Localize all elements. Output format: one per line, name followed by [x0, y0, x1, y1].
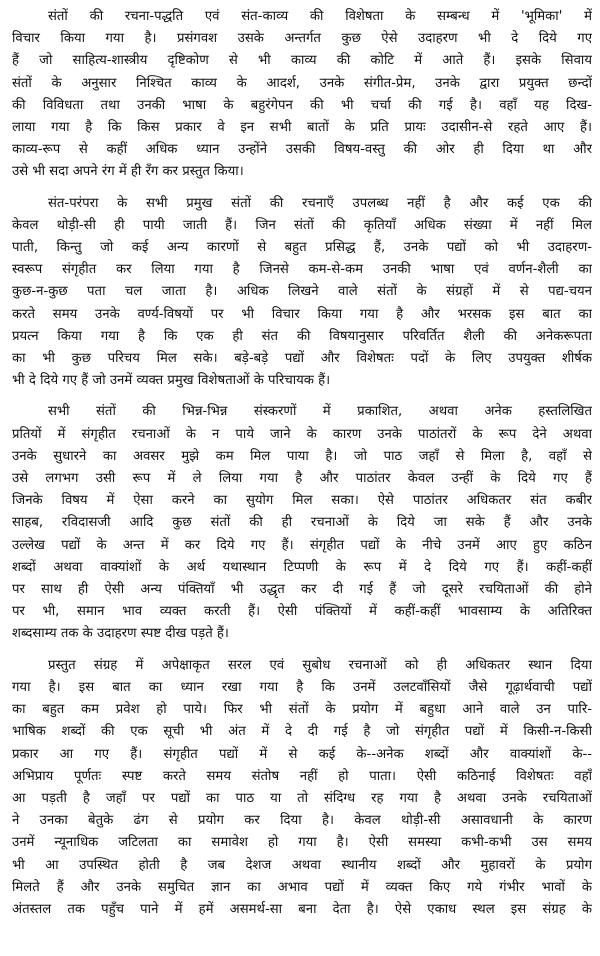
text-line: स्वरूप संगृहीत कर लिया गया है जिनसे कम-से-कम उनकी भाषा एवं वर्णन-शैली का: [12, 262, 592, 278]
text-line: भाषिक शब्दों की एक सूची भी अंत में दे दी गई है जो संगृहीत पद्यों में किसी-न-किसी: [12, 724, 592, 740]
text-line: प्रस्तुत संग्रह में अपेक्षाकृत सरल एवं सुबोध रचनाओं को ही अधिकतर स्थान दिया: [48, 657, 592, 673]
text-line: पर भी, समान भाव व्यक्त करती हैं। ऐसी पंक्तियों में कहीं-कहीं भावसाम्य के अतिरिक्त: [12, 604, 592, 620]
text-line: का भी कुछ परिचय मिल सके। बड़े-बड़े पद्यों और विशेषतः पदों के लिए उपयुक्त शीर्षक: [12, 351, 592, 367]
text-line: संतों के अनुसार निश्चित काव्य के आदर्श, उनके संगीत-प्रेम, उनके द्वारा प्रयुक्त छन्दों: [12, 75, 592, 91]
text-line: प्रतियों में संगृहीत रचनाओं के न पाये जाने के कारण उनके पाठांतरों के रूप देने अथवा: [12, 426, 592, 442]
text-line: प्रकार आ गए हैं। संगृहीत पद्यों में से कई के--अनेक शब्दों और वाक्यांशों के--: [12, 746, 592, 762]
text-line: भी दे दिये गए हैं जो उनमें व्यक्त प्रमुख विशेषताओं के परिचायक हैं।: [12, 373, 331, 389]
text-line: उनके सुधारने का अवसर मुझे कम मिल पाया है। जो पाठ जहाँ से मिला है, वहाँ से: [12, 448, 592, 464]
text-line: आ पड़ती है जहाँ पर पद्यों का पाठ या तो संदिग्ध रह गया है अथवा उनके रचयिताओं: [12, 790, 592, 806]
text-line: प्रयत्न किया गया है कि एक ही संत की विषयानुसार परिवर्तित शैली की अनेकरूपता: [12, 328, 592, 344]
paragraph-2: [12, 193, 592, 393]
text-line: शब्दों अथवा वाक्यांशों के अर्थ यथास्थान टिप्पणी के रूप में दे दिये गए हैं। कहीं-कहीं: [12, 559, 592, 575]
text-line: कुछ-न-कुछ पता चल जाता है। अधिक लिखने वाले संतों के संग्रहों में से पद्य-चयन: [12, 284, 592, 300]
text-line: संत-परंपरा के सभी प्रमुख संतों की रचनाएँ उपलब्ध नहीं है और कई एक की: [48, 195, 592, 211]
text-line: हैं जो साहित्य-शास्त्रीय दृष्टिकोण से भी काव्य की कोटि में आते हैं। इसके सिवाय: [12, 53, 592, 69]
text-line: सभी संतों की भिन्न-भिन्न संस्करणों में प्रकाशित, अथवा अनेक हस्तलिखित: [48, 404, 592, 420]
text-line: पाती, किन्तु जो कई अन्य कारणों से बहुत प्रसिद्ध हैं, उनके पद्यों को भी उदाहरण-: [12, 240, 592, 256]
text-line: केवल थोड़ी-सी ही पायी जाती हैं। जिन संतों की कृतियाँ अधिक संख्या में नहीं मिल: [12, 217, 592, 233]
text-line: उल्लेख पद्यों के अन्त में कर दिये गए हैं। संगृहीत पद्यों के नीचे उनमें आए हुए कठिन: [12, 537, 592, 553]
text-line: उनमें न्यूनाधिक जटिलता का समावेश हो गया है। ऐसी समस्या कभी-कभी उस समय: [12, 835, 592, 851]
text-line: की विविधता तथा उनकी भाषा के बहुरंगेपन की भी चर्चा की गई है। वहाँ यह दिख-: [12, 97, 592, 113]
text-line: मिलते हैं और उनके समुचित ज्ञान का अभाव पद्यों में व्यक्त किए गये गंभीर भावों के: [12, 879, 592, 895]
text-line: लाया गया है कि किस प्रकार वे इन सभी बातों के प्रति प्रायः उदासीन-से रहते आए हैं।: [12, 120, 592, 136]
text-line: भी आ उपस्थित होती है जब देशज अथवा स्थानीय शब्दों और मुहावरों के प्रयोग: [12, 857, 592, 873]
text-line: गया है। इस बात का ध्यान रखा गया है कि उनमें उलटवाँसियों जैसे गूढ़ार्थवाची पद्यों: [12, 679, 592, 695]
text-line: विचार किया गया है। प्रसंगवश उसके अन्तर्गत कुछ ऐसे उदाहरण भी दे दिये गए: [12, 31, 592, 47]
paragraph-4: [12, 655, 592, 921]
text-line: काव्य-रूप से कहीं अधिक ध्यान उन्होंने उसकी विषय-वस्तु की ओर ही दिया था और: [12, 142, 592, 158]
text-line: पर साथ ही ऐसी अन्य पंक्तियाँ भी उद्धृत कर दी गई हैं जो दूसरे रचयिताओं की होने: [12, 582, 592, 598]
paragraph-1: [12, 6, 592, 184]
text-line: अंतस्तल तक पहुँच पाने में हमें असमर्थ-सा बना देता है। ऐसे एकाध स्थल इस संग्रह के: [12, 901, 592, 917]
text-line: शब्दसाम्य तक के उदाहरण स्पष्ट दीख पड़ते हैं।: [12, 626, 229, 642]
paragraph-3: [12, 401, 592, 645]
text-line: संतों की रचना-पद्धति एवं संत-काव्य की विशेषता के सम्बन्ध में 'भूमिका' में: [48, 9, 592, 24]
text-line: उसे भी सदा अपने रंग में ही रँग कर प्रस्तुत किया।: [12, 164, 244, 180]
text-line: जिनके विषय में ऐसा करने का सुयोग मिल सका। ऐसे पाठांतर अधिकतर संत कबीर: [12, 493, 592, 509]
text-line: का बहुत कम प्रवेश हो पाये। फिर भी संतों के प्रयोग में बहुधा आने वाले उन पारि-: [12, 702, 592, 718]
text-line: ने उनका बेतुके ढंग से प्रयोग कर दिया है। केवल थोड़ी-सी असावधानी के कारण: [12, 813, 592, 829]
text-line: करते समय उनके वर्ण्य-विषयों पर भी विचार किया गया है और भरसक इस बात का: [12, 306, 592, 322]
text-line: अभिप्राय पूर्णतः स्पष्ट करते समय संतोष नहीं हो पाता। ऐसी कठिनाई विशेषतः वहाँ: [12, 768, 592, 784]
text-line: उसे लगभग उसी रूप में ले लिया गया है और पाठांतर केवल उन्हीं के दिये गए हैं: [12, 471, 592, 487]
text-line: साहब, रविदासजी आदि कुछ संतों की ही रचनाओं के दिये जा सके हैं और उनके: [12, 515, 592, 531]
